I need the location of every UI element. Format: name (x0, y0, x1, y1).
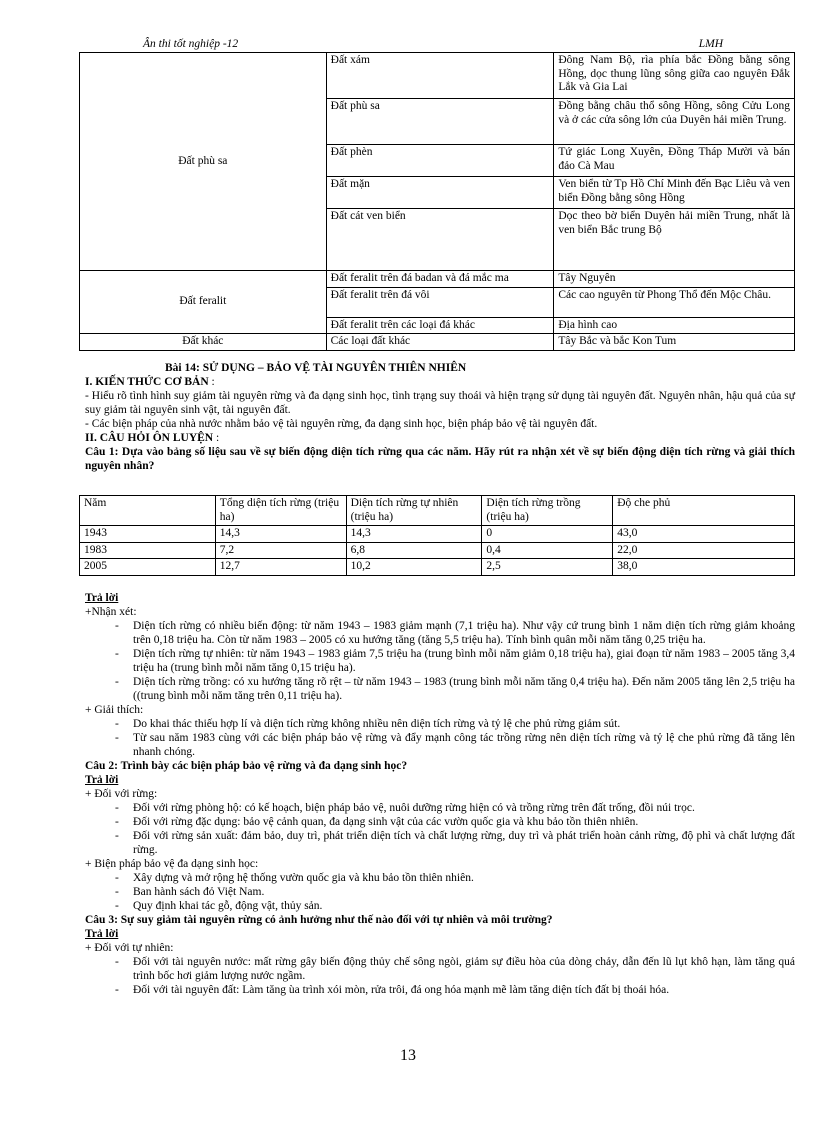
intro-paragraph: - Các biện pháp của nhà nước nhằm bảo vệ tài nguyên rừng, đa dạng sinh học, biện pháp bảo vệ tài nguyên đất. (85, 418, 598, 430)
list-item: - Đối với rừng sản xuất: đảm bảo, duy trì, phát triển diện tích và chất lượng rừng, duy trì và phát triển hoàn cảnh rừng, độ phì và chất lượng đất rừng. (85, 829, 795, 857)
forest-area-table (79, 495, 795, 576)
lesson-title: Bài 14: SỬ DỤNG – BẢO VỆ TÀI NGUYÊN THIÊN NHIÊN (165, 362, 467, 374)
table-row (80, 526, 795, 543)
soil-region-cell: Dọc theo bờ biển Duyên hải miền Trung, nhất là ven biển Bắc trung Bộ (554, 209, 795, 271)
table-row (80, 559, 795, 576)
header-left: Ân thi tốt nghiệp -12 (143, 38, 239, 50)
header-right: LMH (698, 38, 723, 50)
answer-section (85, 591, 795, 997)
list-item: - Đối với rừng đặc dụng: bảo vệ cảnh quan, đa dạng sinh vật của các vườn quốc gia và khu bảo tồn thiên nhiên. (85, 815, 795, 829)
list-item: - Đối với rừng phòng hộ: có kế hoạch, biện pháp bảo vệ, nuôi dưỡng rừng hiện có và trồng rừng trên đất trống, đồi núi trọc. (85, 801, 795, 815)
soil-type-cell: Đất feralit trên các loại đá khác (326, 317, 554, 334)
soil-region-cell: Đồng bằng châu thổ sông Hồng, sông Cửu Long và ở các cửa sông lớn của Duyên hải miền Trung. (554, 99, 795, 145)
soil-region-cell: Tây Bắc và bắc Kon Tum (554, 334, 795, 351)
table-row (80, 542, 795, 559)
soil-group-cell: Đất khác (80, 334, 327, 351)
soil-group-cell: Đất phù sa (80, 53, 327, 271)
answer-label: Trả lời (85, 592, 119, 604)
soil-region-cell: Đông Nam Bộ, rìa phía bắc Đồng bằng sông Hồng, dọc thung lũng sông giữa cao nguyên Đắk Lắk và Gia Lai (554, 53, 795, 99)
list-item: - Quy định khai tác gỗ, động vật, thủy sản. (85, 899, 795, 913)
table-cell: 0 (482, 526, 613, 543)
question-2: Câu 2: Trình bày các biện pháp bảo vệ rừng và đa dạng sinh học? (85, 760, 408, 772)
table-header-cell: Năm (80, 496, 216, 526)
intro-paragraph: - Hiểu rõ tình hình suy giảm tài nguyên rừng và đa dạng sinh học, tình trạng suy thoái và hiện trạng sử dụng tài nguyên đất. Nguyên nhân, hậu quả của sự suy giảm tài nguyên sinh vật, tài nguyên đất. (85, 390, 795, 416)
answer-subhead: +Nhận xét: (85, 606, 137, 618)
table-cell: 38,0 (613, 559, 795, 576)
table-cell: 6,8 (346, 542, 482, 559)
list-item: - Diện tích rừng có nhiều biến động: từ năm 1943 – 1983 giảm mạnh (7,1 triệu ha). Như vậy cứ trung bình 1 năm diện tích rừng giảm khoảng trên 0,18 triệu ha. Còn từ năm 1983 – 2005 có xu hướng tăng (tăng 5,5 triệu ha). Tính bình quân mỗi năm tăng 0,25 triệu ha. (85, 619, 795, 647)
table-cell: 7,2 (215, 542, 346, 559)
table-cell: 0,4 (482, 542, 613, 559)
table-cell: 2005 (80, 559, 216, 576)
list-item: - Xây dựng và mở rộng hệ thống vườn quốc gia và khu bảo tồn thiên nhiên. (85, 871, 795, 885)
list-item: - Đối với tài nguyên nước: mất rừng gây biến động thủy chế sông ngòi, giảm sự điều hòa của dòng chảy, dẫn đến lũ lụt khô hạn, làm tăng quá trình bốc hơi giảm lượng nước ngầm. (85, 955, 795, 983)
list-item: - Do khai thác thiếu hợp lí và diện tích rừng không nhiều nên diện tích rừng và tỷ lệ che phủ rừng giảm sút. (85, 717, 795, 731)
soil-region-cell: Các cao nguyên từ Phong Thổ đến Mộc Châu. (554, 287, 795, 317)
table-header-cell: Tổng diện tích rừng (triệu ha) (215, 496, 346, 526)
list-item: - Đối với tài nguyên đất: Làm tăng ùa trình xói mòn, rửa trôi, đá ong hóa mạnh mẽ làm tăng diện tích đất bị thoái hóa. (85, 983, 795, 997)
section-heading-colon: : (213, 432, 220, 444)
answer-subhead: + Đối với tự nhiên: (85, 942, 174, 954)
list-item: - Diện tích rừng tự nhiên: từ năm 1943 – 1983 giảm 7,5 triệu ha (trung bình mỗi năm giảm 0,18 triệu ha), giai đoạn từ năm 1983 – 2005 tăng 3,4 triệu ha (trung bình mỗi năm tăng 0,15 triệu ha). (85, 647, 795, 675)
soil-region-cell: Tây Nguyên (554, 271, 795, 288)
answer-subhead: + Đối với rừng: (85, 788, 158, 800)
table-header-cell: Độ che phủ (613, 496, 795, 526)
table-cell: 2,5 (482, 559, 613, 576)
list-item: - Từ sau năm 1983 cùng với các biện pháp bảo vệ rừng và đẩy mạnh công tác trồng rừng nên diện tích rừng và tỷ lệ che phủ rừng đã tăng lên nhanh chóng. (85, 731, 795, 759)
soil-type-cell: Đất feralit trên đá badan và đá mắc ma (326, 271, 554, 288)
table-header-cell: Diện tích rừng trồng (triệu ha) (482, 496, 613, 526)
table-cell: 10,2 (346, 559, 482, 576)
soil-region-cell: Tứ giác Long Xuyên, Đồng Tháp Mười và bán đảo Cà Mau (554, 145, 795, 177)
section-heading-colon: : (208, 376, 215, 388)
soil-region-cell: Địa hình cao (554, 317, 795, 334)
answer-subhead: + Giải thích: (85, 704, 144, 716)
page-number: 13 (400, 1047, 416, 1064)
lesson-section (85, 361, 795, 473)
soil-type-cell: Đất cát ven biển (326, 209, 554, 271)
question-1: Câu 1: Dựa vào bảng số liệu sau về sự biến động diện tích rừng qua các năm. Hãy rút ra nhận xét về sự biến động diện tích rừng và giải thích nguyên nhân? (85, 446, 795, 472)
list-item: - Diện tích rừng trồng: có xu hướng tăng rõ rệt – từ năm 1943 – 1983 (trung bình mỗi năm tăng 0,4 triệu ha). Đến năm 2005 tăng lên 2,5 triệu ha ((trung bình mỗi năm tăng trên 0,11 triệu ha). (85, 675, 795, 703)
table-cell: 22,0 (613, 542, 795, 559)
table-header-cell: Diện tích rừng tự nhiên (triệu ha) (346, 496, 482, 526)
question-3: Câu 3: Sự suy giảm tài nguyên rừng có ảnh hưởng như thế nào đối với tự nhiên và môi trường? (85, 914, 553, 926)
soil-type-cell: Đất feralit trên đá vôi (326, 287, 554, 317)
soil-type-cell: Đất mặn (326, 177, 554, 209)
answer-label: Trả lời (85, 928, 119, 940)
section-heading: I. KIẾN THỨC CƠ BẢN (85, 376, 209, 388)
list-item: - Ban hành sách đỏ Việt Nam. (85, 885, 795, 899)
section-heading: II. CÂU HỎI ÔN LUYỆN (85, 432, 214, 444)
soil-region-cell: Ven biển từ Tp Hồ Chí Minh đến Bạc Liêu và ven biển Đồng bằng sông Hồng (554, 177, 795, 209)
soil-type-cell: Các loại đất khác (326, 334, 554, 351)
table-cell: 1983 (80, 542, 216, 559)
soil-distribution-table (79, 52, 795, 351)
soil-type-cell: Đất phù sa (326, 99, 554, 145)
table-cell: 43,0 (613, 526, 795, 543)
table-cell: 1943 (80, 526, 216, 543)
soil-group-cell: Đất feralit (80, 271, 327, 334)
table-cell: 14,3 (346, 526, 482, 543)
soil-type-cell: Đất xám (326, 53, 554, 99)
table-cell: 12,7 (215, 559, 346, 576)
answer-label: Trả lời (85, 774, 119, 786)
soil-type-cell: Đất phèn (326, 145, 554, 177)
answer-subhead: + Biện pháp bảo vệ đa dạng sinh học: (85, 858, 259, 870)
table-cell: 14,3 (215, 526, 346, 543)
